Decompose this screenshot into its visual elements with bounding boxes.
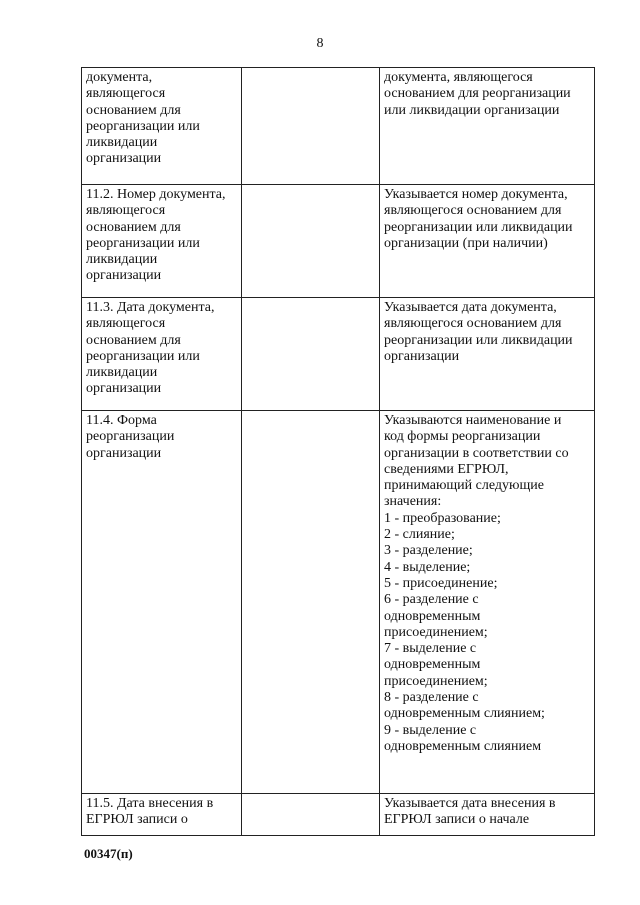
description-cell-line: реорганизации или ликвидации [384, 219, 573, 235]
requirements-table [81, 67, 595, 836]
description-cell-line: основанием для реорганизации [384, 86, 571, 102]
description-cell [380, 794, 595, 836]
field-name-cell-line: являющегося [86, 203, 166, 219]
field-name-cell-line: реорганизации или [86, 348, 200, 364]
description-cell-line: присоединением; [384, 673, 488, 689]
description-cell-line: Указывается номер документа, [384, 187, 568, 202]
description-cell-line: принимающий следующие [384, 478, 544, 494]
field-name-cell-line: основанием для [86, 219, 181, 235]
field-name-cell-line: организации [86, 268, 162, 284]
description-cell-line: Указывается дата внесения в [384, 796, 556, 811]
description-cell-line: сведениями ЕГРЮЛ, [384, 461, 509, 477]
description-cell-line: организации в соответствии со [384, 445, 569, 461]
field-name-cell-line: 11.2. Номер документа, [86, 187, 226, 202]
table-row [82, 411, 595, 794]
field-name-cell-line: организации [86, 151, 162, 167]
value-cell [242, 68, 380, 185]
description-cell-line: являющегося основанием для [384, 203, 562, 219]
table-row [82, 794, 595, 836]
description-cell-line: 7 - выделение с [384, 641, 477, 657]
field-name-cell-line: ликвидации [86, 252, 158, 268]
description-cell-line: Указываются наименование и [384, 413, 562, 428]
description-cell-line: 1 - преобразование; [384, 510, 501, 526]
description-cell [380, 298, 595, 411]
field-name-cell-line: ЕГРЮЛ записи о [86, 812, 188, 828]
description-cell-line: являющегося основанием для [384, 316, 562, 332]
description-cell-line: Указывается дата документа, [384, 300, 557, 315]
description-cell-line: 9 - выделение с [384, 722, 477, 738]
description-cell-line: 3 - разделение; [384, 543, 473, 559]
field-name-cell-line: 11.5. Дата внесения в [86, 796, 214, 811]
description-cell-line: или ликвидации организации [384, 102, 560, 118]
description-cell [380, 185, 595, 298]
description-cell-line: одновременным слиянием [384, 738, 542, 754]
field-name-cell-line: организации [86, 381, 162, 397]
value-cell [242, 411, 380, 794]
field-name-cell [82, 68, 242, 185]
description-cell-line: присоединением; [384, 624, 488, 640]
field-name-cell [82, 298, 242, 411]
field-name-cell-line: реорганизации или [86, 235, 200, 251]
value-cell [242, 794, 380, 836]
field-name-cell-line: документа, [86, 70, 153, 85]
field-name-cell [82, 411, 242, 794]
field-name-cell-line: ликвидации [86, 135, 158, 151]
table-row [82, 298, 595, 411]
table-row [82, 68, 595, 185]
page-number: 8 [316, 36, 324, 51]
description-cell-line: ЕГРЮЛ записи о начале [384, 812, 530, 828]
description-cell-line: 8 - разделение с [384, 690, 479, 706]
description-cell-line: одновременным [384, 657, 481, 673]
field-name-cell-line: 11.3. Дата документа, [86, 300, 215, 315]
description-cell-line: организации [384, 348, 460, 364]
description-cell-line: 2 - слияние; [384, 527, 455, 543]
description-cell-line: 5 - присоединение; [384, 575, 498, 591]
value-cell [242, 185, 380, 298]
description-cell-line: 4 - выделение; [384, 559, 471, 575]
field-name-cell-line: реорганизации или [86, 118, 200, 134]
description-cell-line: организации (при наличии) [384, 235, 548, 251]
field-name-cell-line: основанием для [86, 102, 181, 118]
description-cell-line: 6 - разделение с [384, 592, 479, 608]
table-row [82, 185, 595, 298]
field-name-cell [82, 185, 242, 298]
field-name-cell-line: реорганизации [86, 429, 175, 445]
description-cell [380, 411, 595, 794]
description-cell-line: код формы реорганизации [384, 429, 541, 445]
field-name-cell-line: организации [86, 445, 162, 461]
field-name-cell-line: 11.4. Форма [86, 413, 157, 428]
description-cell-line: одновременным слиянием; [384, 706, 545, 722]
field-name-cell-line: являющегося [86, 86, 166, 102]
document-code: 00347(п) [84, 846, 133, 861]
description-cell-line: одновременным [384, 608, 481, 624]
field-name-cell-line: являющегося [86, 316, 166, 332]
field-name-cell-line: ликвидации [86, 365, 158, 381]
field-name-cell-line: основанием для [86, 332, 181, 348]
field-name-cell [82, 794, 242, 836]
description-cell-line: значения: [384, 494, 442, 510]
value-cell [242, 298, 380, 411]
description-cell-line: документа, являющегося [384, 70, 533, 85]
description-cell-line: реорганизации или ликвидации [384, 332, 573, 348]
description-cell [380, 68, 595, 185]
